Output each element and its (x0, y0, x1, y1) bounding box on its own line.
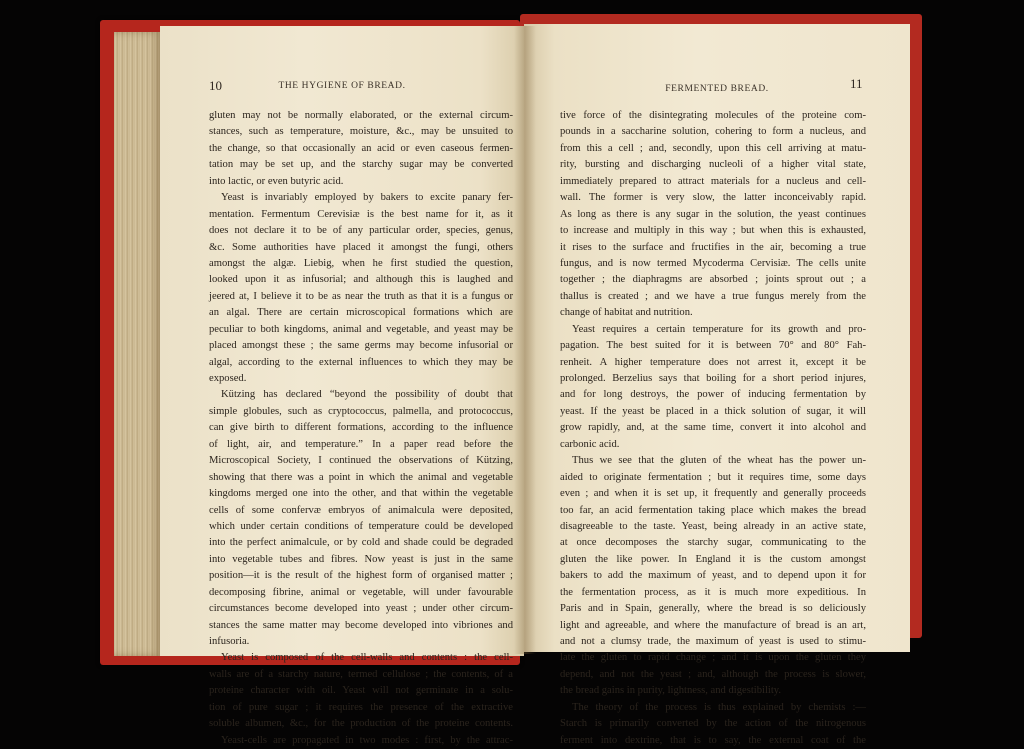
text-line: peculiar to both kingdoms, animal and vegetable, and yeast may be (209, 323, 513, 335)
text-line: into vegetable tubes and fibres. Now yeast is just in the same (209, 553, 513, 565)
text-line: late the gluten to rapid change ; and it is upon the gluten they (560, 652, 866, 664)
text-line: into the perfect animalcule, or by cold and shade could be degraded (209, 537, 513, 549)
text-line: circumstances become developed into yeast ; under other circum- (209, 603, 513, 615)
text-line: together ; the diaphragms are absorbed ; joints sprout out ; a (560, 274, 866, 286)
text-line: the fermentation process, as it is much more expeditious. In (560, 586, 866, 598)
text-line: simple globules, such as cryptococcus, palmella, and protococcus, (209, 405, 513, 417)
text-line: pounds in a saccharine solution, cohering to form a nucleus, and (560, 126, 866, 138)
text-line: rity, bursting and discharging nucleoli of a higher vital state, (560, 159, 866, 171)
text-line: The theory of the process is thus explained by chemists :— (572, 701, 866, 713)
text-line: and not a clumsy trade, the maximum of yeast is used to stimu- (560, 636, 866, 647)
text-line: light and agreeable, and where the manufacture of bread is an art, (560, 619, 866, 631)
text-line: Yeast-cells are propagated in two modes : first, by the attrac- (221, 734, 513, 746)
text-line: change of habitat and nutrition. (560, 307, 693, 319)
text-line: proteine character with oil. Yeast will not germinate in a solu- (209, 685, 513, 697)
text-line: yeast. If the yeast be placed in a thick solution of sugar, it will (560, 405, 866, 417)
text-line: into lactic, or even butyric acid. (209, 175, 344, 187)
running-head-right: FERMENTED BREAD. (665, 84, 769, 94)
text-line: wall. The former is very slow, the latter inconceivably rapid. (560, 192, 866, 204)
text-line: showing that there was a point in which the animal and vegetable (209, 471, 513, 483)
text-line: the change, so that occasionally an acid or even caseous fermen- (209, 142, 513, 154)
text-line: and for long destroys, the power of inducing fermentation by (560, 389, 866, 401)
text-line: pagation. The best suited for it is between 70° and 80° Fah- (560, 340, 866, 352)
text-line: thallus is created ; and we have a true fungus merely from the (560, 290, 866, 302)
right-page (524, 24, 910, 746)
text-line: soluble albumen, &c., for the production of the proteine contents. (209, 718, 513, 730)
text-line: exposed. (209, 373, 247, 384)
text-line: As long as there is any sugar in the solution, the yeast continues (560, 208, 866, 220)
text-line: tion of pure sugar ; it requires the presence of the extractive (209, 701, 513, 713)
page-edges (114, 32, 162, 656)
text-line: bakers to add the maximum of yeast, and to depend upon it for (560, 570, 866, 582)
text-line: disagreeable to the taste. Yeast, being already in an active state, (560, 520, 866, 532)
left-page-text (209, 108, 513, 749)
text-line: does not declare it to be of any particular order, species, genus, (209, 225, 513, 237)
left-page (160, 26, 524, 746)
running-head-left: THE HYGIENE OF BREAD. (278, 81, 406, 91)
text-line: position—it is the result of the highest form of organised matter ; (209, 570, 513, 582)
text-line: grow rapidly, and, at the same time, convert it into alcohol and (560, 422, 866, 434)
text-line: stances the same matter may become developed into vibriones and (209, 619, 513, 631)
right-page-text (560, 108, 866, 749)
text-line: walls are of a starchy nature, termed cellulose ; the contents, of a (209, 668, 513, 680)
text-line: tation may be set up, and the starchy sugar may be converted (209, 159, 513, 171)
text-line: ferment into dextrine, that is to say, the external coat of the (560, 734, 866, 746)
text-line: jeered at, I believe it to be as near the truth as that it is a fungus or (209, 290, 513, 302)
text-line: infusoria. (209, 636, 250, 647)
text-line: prolonged. Berzelius says that boiling for a short period injures, (560, 373, 866, 384)
text-line: looked upon it as infusorial; and although this is laughed and (209, 274, 513, 286)
text-line: Microscopical Society, I continued the observations of Kützing, (209, 455, 513, 467)
page-number-left: 10 (209, 78, 222, 93)
text-line: Thus we see that the gluten of the wheat has the power un- (572, 455, 866, 467)
book-gutter (514, 26, 536, 654)
text-line: placed amongst these ; the same germs may become infusorial or (209, 340, 513, 352)
text-line: to increase and multiply in this way ; but when this is exhausted, (560, 225, 866, 237)
text-line: it rises to the surface and fructifies in the air, becoming a true (560, 241, 866, 253)
text-line: amongst the algæ. Liebig, when he first studied the question, (209, 257, 513, 269)
text-line: of light, air, and temperature.” In a paper read before the (209, 438, 513, 450)
text-line: cells of some confervæ embryos of animalcula were deposited, (209, 504, 513, 516)
text-line: renheit. A higher temperature does not arrest it, except it be (560, 356, 866, 368)
text-line: carbonic acid. (560, 438, 620, 450)
text-line: from this a cell ; and, secondly, upon this cell arriving at matu- (560, 142, 866, 154)
text-line: Paris and in Spain, generally, where the bread is so deliciously (560, 603, 866, 615)
text-line: depend, and not the yeast ; and, although the process is slower, (560, 668, 866, 680)
text-line: aided to originate fermentation ; but it requires time, some days (560, 471, 866, 483)
text-line: Yeast is composed of the cell-walls and contents : the cell- (221, 652, 513, 664)
text-line: fungus, and is now termed Mycoderma Cervisiæ. The cells unite (560, 257, 866, 269)
text-line: too far, an acid fermentation taking place which makes the bread (560, 504, 866, 516)
text-line: algal, according to the external influences to which they may be (209, 356, 513, 368)
text-line: Yeast requires a certain temperature for its growth and pro- (572, 323, 866, 335)
text-line: Yeast is invariably employed by bakers to excite panary fer- (221, 192, 513, 204)
text-line: Starch is primarily converted by the action of the nitrogenous (560, 718, 866, 730)
page-number-right: 11 (850, 76, 863, 91)
text-line: Kützing has declared “beyond the possibility of doubt that (221, 389, 513, 401)
text-line: can give birth to different formations, according to the influence (209, 422, 513, 434)
text-line: immediately prepared to attract materials for a nucleus and cell- (560, 175, 866, 187)
text-line: the bread gains in purity, lightness, and digestibility. (560, 685, 782, 697)
text-line: at once decomposes the starchy sugar, communicating to the (560, 537, 866, 549)
text-line: an algal. There are certain microscopical formations which are (209, 307, 513, 319)
text-line: gluten may not be normally elaborated, or the external circum- (209, 110, 513, 121)
text-line: which under certain conditions of temperature could be developed (209, 520, 513, 532)
text-line: kingdoms merged one into the other, and that within the vegetable (209, 488, 513, 500)
text-line: tive force of the disintegrating molecules of the proteine com- (560, 110, 866, 121)
text-line: gluten the like power. In England it is the custom amongst (560, 553, 866, 565)
text-line: stances, such as temperature, moisture, &c., may be unsuited to (209, 126, 513, 138)
text-line: &c. Some authorities have placed it amongst the fungi, others (209, 241, 513, 253)
text-line: even ; and when it is set up, it frequently and generally proceeds (560, 488, 866, 500)
text-line: mentation. Fermentum Cerevisiæ is the best name for it, as it (209, 208, 513, 220)
text-line: decomposing fibrine, animal or vegetable, will under favourable (209, 586, 513, 598)
